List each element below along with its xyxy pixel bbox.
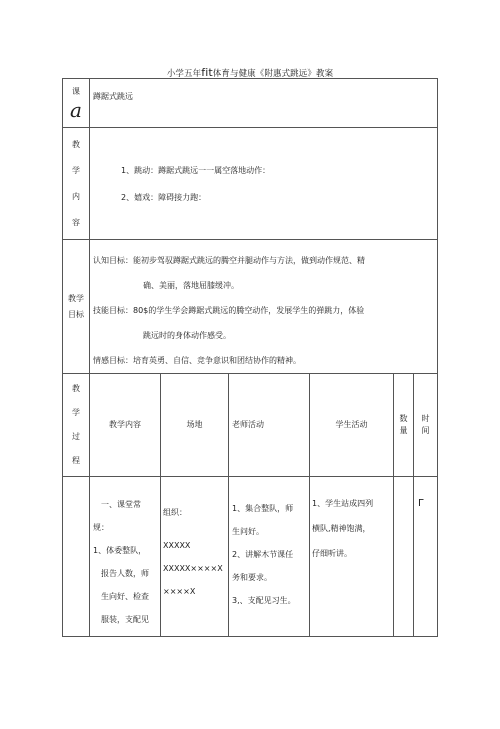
body-venue-4: ××××X	[163, 587, 196, 596]
body-content-3: 1、体委整队，	[93, 546, 147, 555]
process-label-1: 教	[72, 384, 80, 393]
course-label-cell	[63, 79, 90, 128]
goals-row	[63, 240, 438, 374]
process-label-cell	[63, 374, 90, 477]
body-venue-cell	[161, 477, 229, 637]
body-time-mark: Γ	[418, 498, 424, 509]
process-body-row	[63, 477, 438, 637]
body-teacher-2: 生问好。	[232, 527, 264, 536]
header-count-cell	[394, 374, 414, 477]
content-item-2: 2、嬉戏：障碍接力跑：	[121, 192, 207, 202]
body-teacher-cell	[229, 477, 310, 637]
course-label-big: a	[70, 97, 82, 122]
body-student-2: 横队,精神饱满，	[312, 524, 371, 533]
lesson-plan-table	[62, 78, 438, 637]
title-prefix: 小学五年	[166, 69, 202, 79]
body-content-1: 一、课堂常	[101, 500, 141, 509]
body-teacher-4: 务和要求。	[232, 573, 272, 582]
body-venue-2: XXXXX	[163, 541, 191, 550]
body-venue-3: XXXXX××××X	[163, 564, 223, 573]
content-label-2: 学	[72, 165, 80, 175]
goal-cognitive-line-2: 确、美丽，落地屈膝缓冲。	[143, 281, 239, 290]
body-time-cell	[414, 477, 438, 637]
content-label-4: 容	[72, 217, 80, 227]
header-count-2: 量	[399, 426, 408, 435]
body-student-1: 1、学生站成四列	[312, 499, 374, 508]
content-label-3: 内	[72, 191, 80, 201]
header-time-cell	[414, 374, 438, 477]
body-teacher-1: 1、集合整队，师	[232, 504, 294, 513]
process-header-row	[63, 374, 438, 477]
course-label-top: 课	[72, 87, 80, 97]
header-content: 教学内容	[90, 374, 161, 477]
process-body-label-cell	[63, 477, 90, 637]
body-content-6: 服装，支配见	[101, 615, 149, 624]
title-suffix: 体育与健康《附惠式跳远》教案	[212, 69, 334, 79]
course-value-cell	[90, 79, 438, 128]
content-item-1: 1、跳动：蹲踞式跳远一一属空落地动作：	[121, 165, 271, 175]
content-row	[63, 128, 438, 240]
header-time-1: 时	[421, 414, 430, 424]
goals-label-1: 教学	[68, 293, 84, 303]
body-count-cell	[394, 477, 414, 637]
body-content-5: 生向好、检查	[101, 592, 149, 601]
content-label-cell	[63, 128, 90, 240]
header-student: 学生活动	[310, 374, 394, 477]
body-venue-1: 组织：	[163, 508, 187, 517]
header-count-1: 数	[399, 414, 408, 424]
goal-skill-line-2: 跳远时的身体动作感受。	[143, 331, 231, 340]
body-teacher-5: 3,、支配见习生。	[232, 596, 296, 605]
course-value: 蹲踞式跳远	[93, 92, 133, 101]
header-teacher: 老师活动	[229, 374, 310, 477]
goal-emotion-line: 情感目标：培育英勇、自信、竞争意识和团结协作的精神。	[93, 356, 301, 365]
goal-skill-line-1: 技能目标：80$的学生学会蹲踞式跳远的腾空动作，发展学生的弹跳力，体验	[93, 306, 365, 315]
body-content-4: 报告人数，师	[101, 569, 149, 578]
title-fit: fit	[201, 66, 213, 79]
body-teacher-3: 2、讲解木节课任	[232, 550, 294, 559]
content-items-cell	[90, 128, 438, 240]
goals-label-2: 目标	[68, 309, 84, 319]
body-content-2: 规：	[93, 523, 109, 532]
goal-cognitive-line-1: 认知目标：能初步驾驭蹲踞式跳远的腾空并腿动作与方法，做到动作规范、精	[93, 256, 365, 265]
process-label-4: 程	[72, 456, 80, 465]
goals-label-cell	[63, 240, 90, 374]
header-time-2: 间	[421, 426, 430, 435]
body-content-cell	[90, 477, 161, 637]
content-label-1: 教	[72, 139, 80, 149]
header-venue: 场地	[161, 374, 229, 477]
body-student-cell	[310, 477, 394, 637]
body-student-3: 仔细听讲。	[312, 549, 352, 558]
goals-text-cell	[90, 240, 438, 374]
process-label-2: 学	[72, 408, 80, 417]
course-row	[63, 79, 438, 128]
process-label-3: 过	[72, 432, 80, 441]
